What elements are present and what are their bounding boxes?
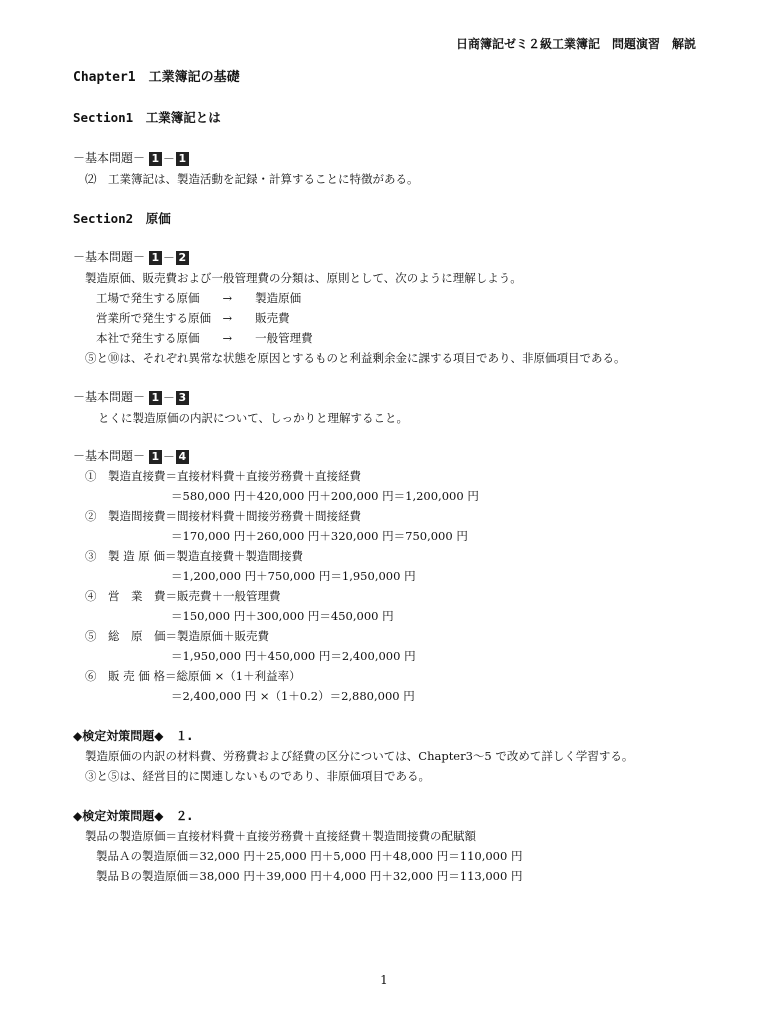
exam-problem-1-line2: ③と⑤は、経営目的に関連しないものであり、非原価項目である。 bbox=[85, 769, 430, 783]
problem-1-2-line2: ⑤と⑩は、それぞれ異常な状態を原因とするものと利益剰余金に課する項目であり、非原価項目である。 bbox=[85, 351, 626, 365]
product-a-cost-line: 製品Ａの製造原価＝32,000 円＋25,000 円＋5,000 円＋48,000 円＝110,000 円 bbox=[96, 849, 523, 863]
formula-line: ② 製造間接費＝間接材料費＋間接労務費＋間接経費 bbox=[85, 509, 361, 523]
product-b-cost-line: 製品Ｂの製造原価＝38,000 円＋39,000 円＋4,000 円＋32,000 円＝113,000 円 bbox=[96, 869, 523, 883]
chapter-title: Chapter1 工業簿記の基礎 bbox=[73, 70, 240, 85]
problem-1-1-answer: ⑵ 工業簿記は、製造活動を記録・計算することに特徴がある。 bbox=[85, 172, 419, 186]
problem-number-box: 3 bbox=[176, 391, 189, 405]
problem-1-2-line1: 製造原価、販売費および一般管理費の分類は、原則として、次のように理解しよう。 bbox=[85, 271, 522, 285]
cost-mapping-sales-office: 営業所で発生する原価 → 販売費 bbox=[96, 311, 290, 325]
page-number: 1 bbox=[380, 973, 388, 987]
formula-line: ④ 営 業 費＝販売費＋一般管理費 bbox=[85, 589, 281, 603]
calculation-line: ＝2,400,000 円 ×（1＋0.2）＝2,880,000 円 bbox=[171, 689, 415, 703]
problem-number-box: 1 bbox=[149, 450, 162, 464]
document-header: 日商簿記ゼミ２級工業簿記 問題演習 解説 bbox=[455, 37, 696, 51]
exam-problem-2-label: ◆検定対策問題◆ ２. bbox=[73, 809, 193, 823]
calculation-line: ＝1,950,000 円＋450,000 円＝2,400,000 円 bbox=[171, 649, 416, 663]
problem-number-box: 1 bbox=[176, 152, 189, 166]
problem-1-3-label: －基本問題－ 1 － 3 bbox=[73, 389, 189, 406]
formula-line: ⑥ 販 売 価 格＝総原価 ×（1＋利益率） bbox=[85, 669, 301, 683]
calculation-line: ＝580,000 円＋420,000 円＋200,000 円＝1,200,000 円 bbox=[171, 489, 479, 503]
calculation-line: ＝1,200,000 円＋750,000 円＝1,950,000 円 bbox=[171, 569, 416, 583]
problem-1-3-answer: とくに製造原価の内訳について、しっかりと理解すること。 bbox=[98, 411, 409, 425]
problem-number-box: 1 bbox=[149, 391, 162, 405]
calculation-line: ＝150,000 円＋300,000 円＝450,000 円 bbox=[171, 609, 394, 623]
cost-mapping-head-office: 本社で発生する原価 → 一般管理費 bbox=[96, 331, 313, 345]
exam-problem-1-line1: 製造原価の内訳の材料費、労務費および経費の区分については、Chapter3～5 で改めて詳しく学習する。 bbox=[85, 749, 634, 763]
problem-1-4-label: －基本問題－ 1 － 4 bbox=[73, 448, 189, 465]
calculation-line: ＝170,000 円＋260,000 円＋320,000 円＝750,000 円 bbox=[171, 529, 468, 543]
exam-problem-2-line1: 製品の製造原価＝直接材料費＋直接労務費＋直接経費＋製造間接費の配賦額 bbox=[85, 829, 476, 843]
problem-number-box: 2 bbox=[176, 251, 189, 265]
problem-1-1-label: －基本問題－ 1 － 1 bbox=[73, 150, 189, 167]
problem-1-2-label: －基本問題－ 1 － 2 bbox=[73, 249, 189, 266]
formula-line: ① 製造直接費＝直接材料費＋直接労務費＋直接経費 bbox=[85, 469, 361, 483]
formula-line: ⑤ 総 原 価＝製造原価＋販売費 bbox=[85, 629, 269, 643]
cost-mapping-factory: 工場で発生する原価 → 製造原価 bbox=[96, 291, 302, 305]
section1-title: Section1 工業簿記とは bbox=[73, 110, 221, 125]
problem-number-box: 1 bbox=[149, 152, 162, 166]
problem-number-box: 1 bbox=[149, 251, 162, 265]
problem-number-box: 4 bbox=[176, 450, 189, 464]
exam-problem-1-label: ◆検定対策問題◆ １. bbox=[73, 729, 193, 743]
section2-title: Section2 原価 bbox=[73, 211, 171, 226]
formula-line: ③ 製 造 原 価＝製造直接費＋製造間接費 bbox=[85, 549, 303, 563]
